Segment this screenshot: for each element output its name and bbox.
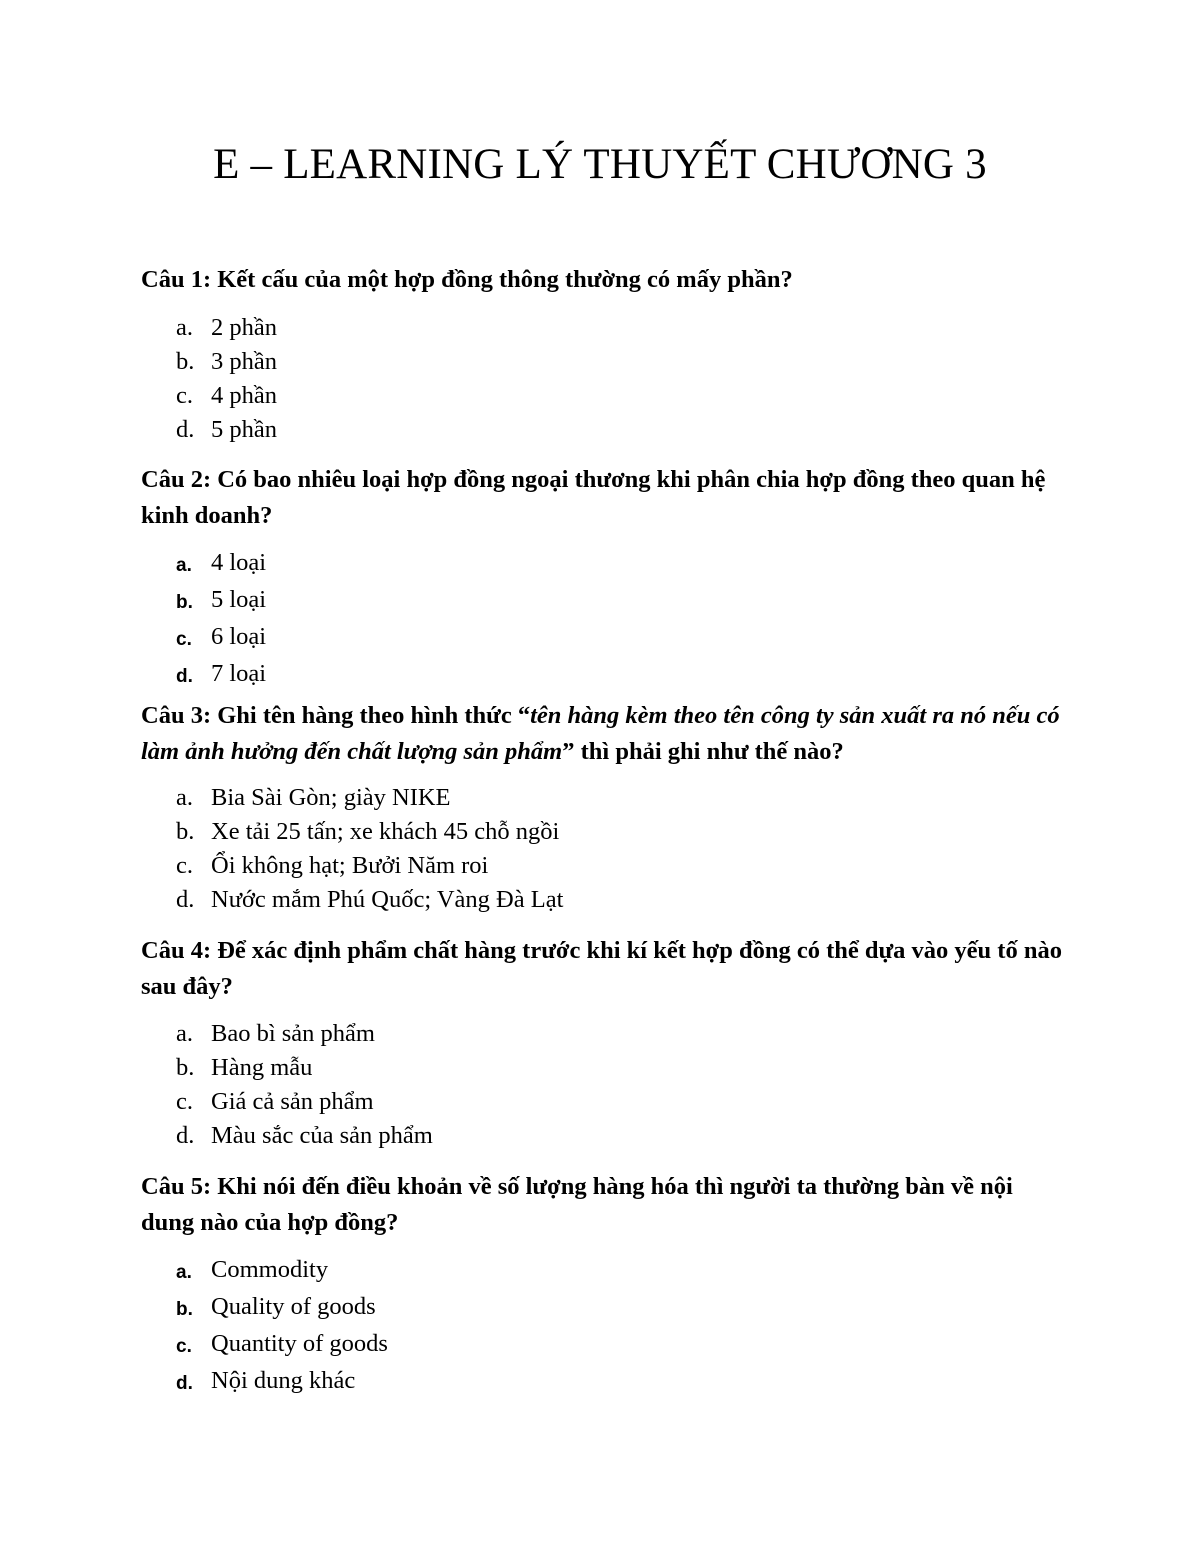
option-text: Nước mắm Phú Quốc; Vàng Đà Lạt: [211, 886, 564, 913]
option-letter: a.: [176, 555, 192, 576]
option-letter: a.: [176, 784, 193, 811]
option-letter: d.: [176, 416, 195, 443]
question-3-prefix: Câu 3: Ghi tên hàng theo hình thức “: [141, 702, 531, 729]
option-text: Giá cả sản phẩm: [211, 1088, 374, 1115]
option-item: [176, 1253, 388, 1290]
option-letter: a.: [176, 1262, 192, 1283]
option-letter: b.: [176, 1299, 193, 1320]
option-item: [176, 311, 277, 345]
question-3: [141, 698, 1071, 770]
question-1-options: [176, 311, 277, 447]
option-item: [176, 413, 277, 447]
option-letter: b.: [176, 1054, 195, 1081]
option-item: [176, 657, 266, 694]
question-4-options: [176, 1017, 433, 1153]
option-item: [176, 1290, 388, 1327]
option-item: [176, 1364, 388, 1401]
option-letter: a.: [176, 1020, 193, 1047]
option-letter: d.: [176, 666, 193, 687]
option-item: [176, 379, 277, 413]
option-text: Commodity: [211, 1256, 329, 1283]
option-letter: b.: [176, 592, 193, 613]
option-item: [176, 345, 277, 379]
question-2-options: [176, 546, 266, 694]
option-text: 5 loại: [211, 586, 267, 613]
option-text: Bao bì sản phẩm: [211, 1020, 375, 1047]
option-text: Quantity of goods: [211, 1330, 388, 1357]
option-text: Quality of goods: [211, 1293, 376, 1320]
question-4: Câu 4: Để xác định phẩm chất hàng trước khi kí kết hợp đồng có thể dựa vào yếu tố nào sau đây?: [141, 937, 1062, 1000]
option-item: [176, 1085, 433, 1119]
question-3-options: [176, 781, 563, 917]
option-letter: c.: [176, 852, 193, 879]
option-letter: a.: [176, 314, 193, 341]
option-item: [176, 546, 266, 583]
option-letter: c.: [176, 382, 193, 409]
option-text: Bia Sài Gòn; giày NIKE: [211, 784, 451, 811]
option-item: [176, 1017, 433, 1051]
option-item: [176, 1327, 388, 1364]
option-letter: d.: [176, 1373, 193, 1394]
option-item: [176, 620, 266, 657]
option-text: Màu sắc của sản phẩm: [211, 1122, 433, 1149]
option-letter: c.: [176, 629, 192, 650]
question-5-options: [176, 1253, 388, 1401]
option-letter: d.: [176, 1122, 195, 1149]
option-item: [176, 883, 563, 917]
option-text: 2 phần: [211, 314, 277, 341]
option-text: Nội dung khác: [211, 1367, 356, 1394]
option-letter: b.: [176, 348, 195, 375]
option-text: Hàng mẫu: [211, 1054, 313, 1081]
question-3-suffix: ” thì phải ghi như thế nào?: [562, 738, 844, 765]
option-letter: c.: [176, 1088, 193, 1115]
option-text: 4 loại: [211, 549, 267, 576]
option-text: 3 phần: [211, 348, 277, 375]
option-text: 4 phần: [211, 382, 277, 409]
option-letter: b.: [176, 818, 195, 845]
option-item: [176, 781, 563, 815]
option-item: [176, 1051, 433, 1085]
option-text: Xe tải 25 tấn; xe khách 45 chỗ ngồi: [211, 818, 560, 845]
option-text: 5 phần: [211, 416, 277, 443]
question-5: Câu 5: Khi nói đến điều khoản về số lượng hàng hóa thì người ta thường bàn về nội dung nào của hợp đồng?: [141, 1173, 1013, 1236]
option-item: [176, 583, 266, 620]
page-title: E – LEARNING LÝ THUYẾT CHƯƠNG 3: [213, 141, 987, 188]
option-letter: d.: [176, 886, 195, 913]
option-item: [176, 815, 563, 849]
question-1: Câu 1: Kết cấu của một hợp đồng thông thường có mấy phần?: [141, 266, 793, 293]
option-letter: c.: [176, 1336, 192, 1357]
question-2: Câu 2: Có bao nhiêu loại hợp đồng ngoại thương khi phân chia hợp đồng theo quan hệ kinh doanh?: [141, 466, 1046, 529]
option-text: 7 loại: [211, 660, 267, 687]
option-item: [176, 1119, 433, 1153]
option-item: [176, 849, 563, 883]
question-3-italic: tên hàng kèm theo tên công ty sản xuất ra nó nếu có làm ảnh hưởng đến chất lượng sản phẩm: [141, 702, 1060, 765]
option-text: 6 loại: [211, 623, 267, 650]
option-text: Ổi không hạt; Bưởi Năm roi: [211, 852, 489, 879]
